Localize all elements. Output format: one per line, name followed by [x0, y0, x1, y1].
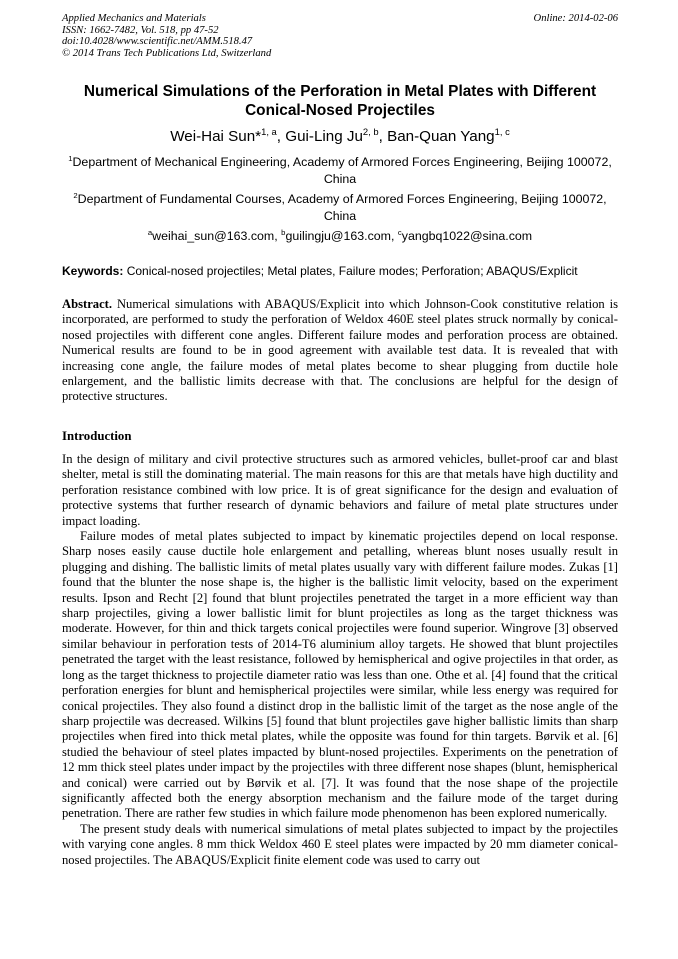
paper-title: Numerical Simulations of the Perforation in Metal Plates with Different Conical-Nosed Projectiles — [83, 83, 597, 119]
author-name: Wei-Hai Sun* — [170, 128, 262, 145]
paragraph: The present study deals with numerical simulations of metal plates subjected to impact by the projectiles with varying cone angles. 8 mm thick Weldox 460 E steel plates were impacted by 20 mm diameter conical-nosed projectiles. The ABAQUS/Explicit finite element code was used to carry out — [62, 821, 618, 867]
author-name: Ban-Quan Yang — [387, 128, 495, 145]
email-sup: b — [281, 227, 286, 237]
email-link[interactable]: guilingju@163.com — [285, 229, 392, 243]
keywords — [62, 264, 622, 279]
affiliation-sup: 2 — [73, 190, 78, 200]
paragraph: Failure modes of metal plates subjected to impact by kinematic projectiles depend on local response. Sharp noses easily cause ductile hole enlargement and petalling, whereas blunt noses usually result in plugging and dishing. The ballistic limits of metal plates usually vary with different failure modes. Zukas [1] found that the blunter the nose shape is, the higher is the ballistic limit velocity, based on the experiment results. Ipson and Recht [2] found that blunt projectiles penetrated the target in a more efficient way than sharp projectiles, giving a lower ballistic limit for blunt projectiles as long as the target thickness was moderate. However, for thin and thick targets conical projectiles were found superior. Wingrove [3] observed similar behaviour in perforation tests of 2014-T6 aluminium alloy targets. He showed that blunt projectiles penetrated the target with the least resistance, followed by hemispherical and ogive projectiles in that order, as long as the target thickness to projectile diameter ratio was less than one. Othe et al. [4] found that the critical perforation energies for blunt and hemispherical projectiles were similar, while less energy was required for conical projectiles. They also found a distinct drop in the ballistic limit of the target as the nose angle of the sharp projectile was decreased. Wilkins [5] found that blunt projectiles gave higher ballistic limits than sharp projectiles when fired into thick metal plates, while the opposite was found for thin targets. Børvik et al. [6] studied the behaviour of steel plates impacted by blunt-nosed projectiles. Experiments on the penetration of 12 mm thick steel plates under impact by the projectiles with three different nose shapes (blunt, hemispherical and conical) were carried out by Børvik et al. [7]. It was found that the nose shape of the projectile significantly affected both the energy absorption mechanism and the failure mode of the target during penetration. There are rather few studies in which failure mode phenomenon has been explored numerically. — [62, 529, 618, 821]
email-sup: a — [147, 227, 153, 237]
abstract-label: Abstract. — [62, 297, 113, 311]
affiliation-1 — [62, 154, 618, 188]
section-heading-introduction: Introduction — [62, 429, 132, 443]
paragraph: In the design of military and civil protective structures such as armored vehicles, bullet-proof car and blast shelter, metal is still the dominating material. The main reasons for this are that metals have high ductility and perforation resistance combined with low price. It is of great significance for the design and evaluation of protective systems that further research of dynamic behaviors and failure of metal plate structures under impact loading. — [62, 452, 618, 528]
author-sep: , — [276, 128, 286, 145]
introduction-body — [62, 452, 618, 868]
affiliation-text: Department of Fundamental Courses, Academy of Armored Forces Engineering, Beijing 100072, China — [77, 192, 607, 223]
abstract — [62, 297, 618, 405]
author-sup: 1, a — [261, 125, 277, 137]
keywords-text: Conical-nosed projectiles; Metal plates, Failure modes; Perforation; ABAQUS/Explicit — [126, 264, 578, 278]
affiliation-text: Department of Mechanical Engineering, Academy of Armored Forces Engineering, Beijing 100072, China — [72, 155, 612, 186]
author-sep: , — [378, 128, 388, 145]
journal-name: Applied Mechanics and Materials — [62, 13, 206, 24]
affiliation-sup: 1 — [68, 153, 73, 163]
online-date: Online: 2014-02-06 — [533, 13, 618, 24]
email-link[interactable]: yangbq1022@sina.com — [401, 229, 533, 243]
journal-header — [62, 13, 618, 59]
email-sup: c — [397, 227, 402, 237]
keywords-label: Keywords: — [62, 264, 124, 278]
copyright-line: © 2014 Trans Tech Publications Ltd, Switzerland — [62, 47, 272, 59]
email-link[interactable]: weihai_sun@163.com — [152, 229, 275, 243]
abstract-text: Numerical simulations with ABAQUS/Explicit into which Johnson-Cook constitutive relation is incorporated, are performed to study the perforation of Weldox 460E steel plates struck normally by conical-nosed projectiles with different cone angles. Different failure modes and perforation process are obtained. Numerical results are found to be in good agreement with available test data. It is revealed that with increasing cone angle, the failure modes of metal plates become to shear plugging from ductile hole enlargement, and the ballistic limits decrease with that. The conclusions are helpful for the design of protective structures. — [62, 297, 618, 404]
author-name: Gui-Ling Ju — [285, 128, 363, 145]
issn-line: ISSN: 1662-7482, Vol. 518, pp 47-52 — [62, 24, 219, 36]
email-sep: , — [274, 229, 282, 243]
author-list — [62, 127, 618, 147]
author-sup: 1, c — [494, 125, 510, 137]
email-sep: , — [391, 229, 398, 243]
doi-line: doi:10.4028/www.scientific.net/AMM.518.47 — [62, 36, 253, 48]
author-sup: 2, b — [362, 125, 379, 137]
affiliation-2 — [62, 191, 618, 225]
email-list — [62, 228, 618, 244]
